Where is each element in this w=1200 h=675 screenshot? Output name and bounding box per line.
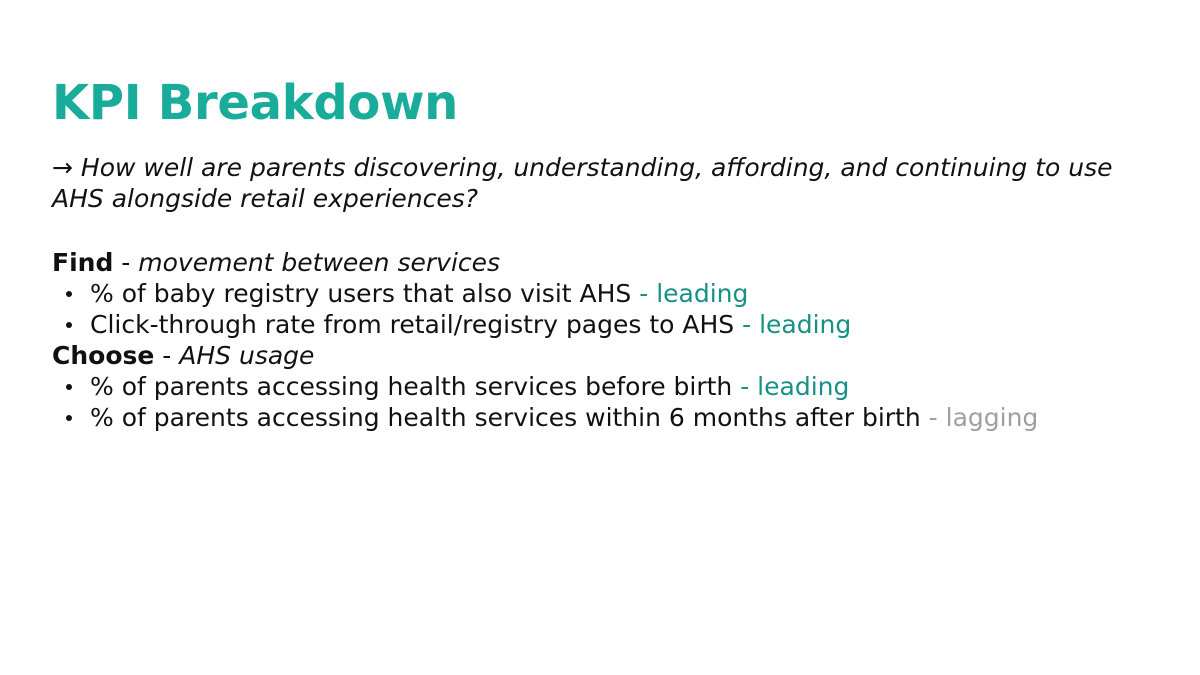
bullet-item <box>52 309 1148 340</box>
bullet-item <box>52 278 1148 309</box>
bullet-list <box>52 278 1148 340</box>
bullet-dot-icon <box>66 291 72 297</box>
kpi-tag-lagging: - lagging <box>920 403 1039 432</box>
bullet-text: Click-through rate from retail/registry pages to AHS <box>90 310 735 339</box>
section-subtitle: movement between services <box>138 248 501 277</box>
section-heading <box>52 340 1148 371</box>
section-separator: - <box>113 248 139 277</box>
section-find <box>52 247 1148 340</box>
kpi-sections <box>52 247 1148 433</box>
bullet-dot-icon <box>66 415 72 421</box>
bullet-list <box>52 371 1148 433</box>
slide-title: KPI Breakdown <box>52 75 459 131</box>
bullet-text: % of parents accessing health services within 6 months after birth <box>90 403 921 432</box>
kpi-tag-leading: - leading <box>734 310 852 339</box>
bullet-item <box>52 371 1148 402</box>
bullet-text: % of baby registry users that also visit AHS <box>90 279 632 308</box>
section-choose <box>52 340 1148 433</box>
section-name: Find <box>52 248 114 277</box>
bullet-item <box>52 402 1148 433</box>
section-heading <box>52 247 1148 278</box>
bullet-text: % of parents accessing health services before birth <box>90 372 733 401</box>
section-separator: - <box>154 341 180 370</box>
section-subtitle: AHS usage <box>179 341 315 370</box>
bullet-dot-icon <box>66 384 72 390</box>
guiding-question: → How well are parents discovering, understanding, affording, and continuing to use AHS alongside retail experiences? <box>52 153 1113 213</box>
kpi-tag-leading: - leading <box>631 279 749 308</box>
section-name: Choose <box>52 341 155 370</box>
bullet-dot-icon <box>66 322 72 328</box>
kpi-tag-leading: - leading <box>732 372 850 401</box>
